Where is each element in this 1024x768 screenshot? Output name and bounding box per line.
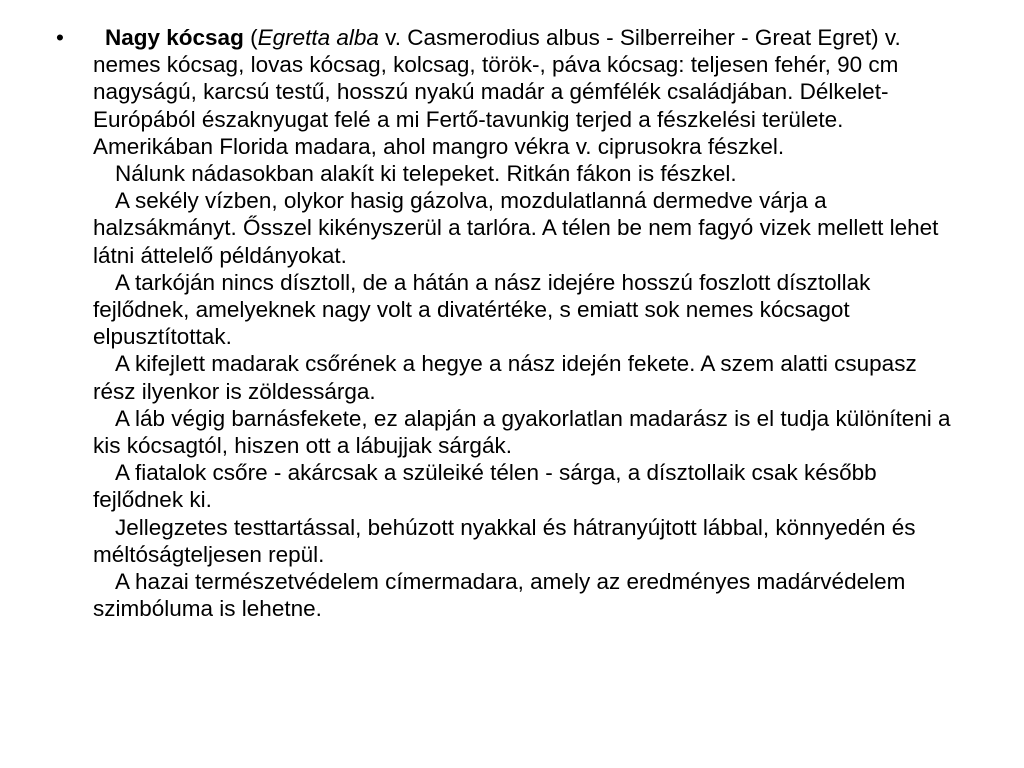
scientific-name: Egretta alba xyxy=(257,25,379,50)
paragraph-nesting: Nálunk nádasokban alakít ki telepeket. Ritkán fákon is fészkel. xyxy=(115,161,737,187)
species-name: Nagy kócsag xyxy=(105,25,244,50)
paragraph-legs: A láb végig barnásfekete, ez alapján a gyakorlatlan madarász is el tudja különíteni a kis kócsagtól, hiszen ott a lábujjak sárgák. xyxy=(93,405,951,459)
intro-paragraph xyxy=(93,24,965,160)
paragraph-flight: Jellegzetes testtartással, behúzott nyakkal és hátranyújtott lábbal, könnyedén és méltóságteljesen repül. xyxy=(93,514,916,567)
bullet-content xyxy=(93,24,965,622)
intro-text: v. Casmerodius albus - Silberreiher - Great Egret) v. nemes kócsag, lovas kócsag, kolcsag, török-, páva kócsag: teljesen fehér, 90 cm nagyságú, karcsú testű, hosszú nyakú madár a gémfélék családjában. Délkelet-Európából északnyugat felé a mi Fertő-tavunkig terjed a fészkelési területe. Amerikában Florida madara, ahol mangro vékra v. ciprusokra fészkel. xyxy=(93,25,901,159)
paragraph-emblem: A hazai természetvédelem címermadara, amely az eredményes madárvédelem szimbóluma is lehetne. xyxy=(93,569,906,622)
open-paren: ( xyxy=(250,25,258,50)
paragraph-feeding: A sekély vízben, olykor hasig gázolva, mozdulatlanná dermedve várja a halzsákmányt. Ősszel kikényszerül a tarlóra. A télen be nem fagyó vizek mellett lehet látni áttelelő példányokat. xyxy=(93,188,939,268)
paragraph-bill: A kifejlett madarak csőrének a hegye a nász idején fekete. A szem alatti csupasz rész ilyenkor is zöldessárga. xyxy=(93,351,917,404)
paragraph-plumage: A tarkóján nincs dísztoll, de a hátán a nász idejére hosszú foszlott dísztollak fejlődnek, amelyeknek nagy volt a divatértéke, s emiatt sok nemes kócsagot elpusztítottak. xyxy=(93,269,871,350)
paragraph-juveniles: A fiatalok csőre - akárcsak a szüleiké télen - sárga, a dísztollaik csak később fejlődnek ki. xyxy=(93,460,877,513)
bullet-icon: • xyxy=(56,25,64,50)
